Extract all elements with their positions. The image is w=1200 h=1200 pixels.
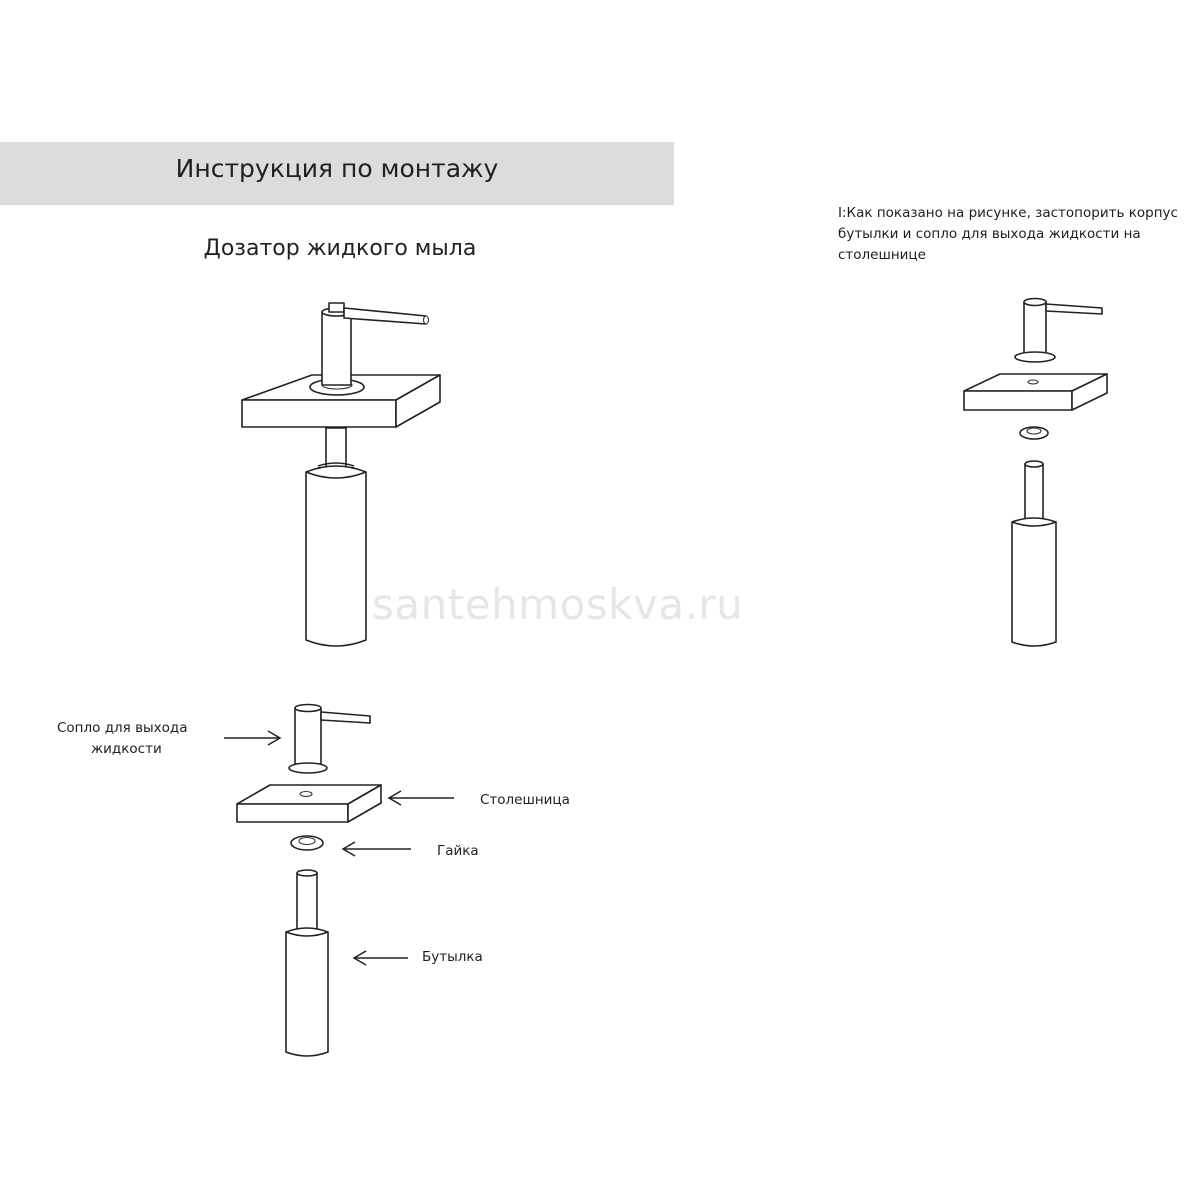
instruction-text: I:Как показано на рисунке, застопорить корпус бутылки и сопло для выхода жидкости на столешнице [838, 205, 1178, 263]
bottom-countertop [237, 785, 381, 822]
right-nut [1020, 427, 1048, 439]
assembled-dispenser-figure [242, 303, 440, 646]
label-nozzle-line2: жидкости [91, 741, 162, 757]
assembled-bottle [306, 428, 366, 646]
watermark: santehmoskva.ru [372, 580, 744, 629]
label-bottle: Бутылка [422, 949, 483, 965]
bottom-nut [291, 836, 323, 850]
arrow-right-icon [224, 731, 280, 745]
label-countertop: Столешница [480, 792, 570, 808]
right-countertop [964, 374, 1107, 410]
arrow-left-icon [343, 842, 411, 856]
right-exploded-figure [964, 299, 1107, 647]
arrow-left-icon [389, 791, 454, 805]
label-nozzle-line1: Сопло для выхода [57, 720, 188, 736]
bottom-pump [289, 705, 370, 774]
arrow-left-icon [354, 951, 408, 965]
assembled-pump [322, 303, 429, 385]
right-bottle [1012, 461, 1056, 646]
page-title: Инструкция по монтажу [175, 154, 499, 183]
right-pump [1015, 299, 1102, 363]
label-nut: Гайка [437, 843, 479, 859]
bottom-exploded-figure [237, 705, 381, 1057]
bottom-bottle [286, 870, 328, 1056]
diagram-subtitle: Дозатор жидкого мыла [203, 236, 477, 261]
